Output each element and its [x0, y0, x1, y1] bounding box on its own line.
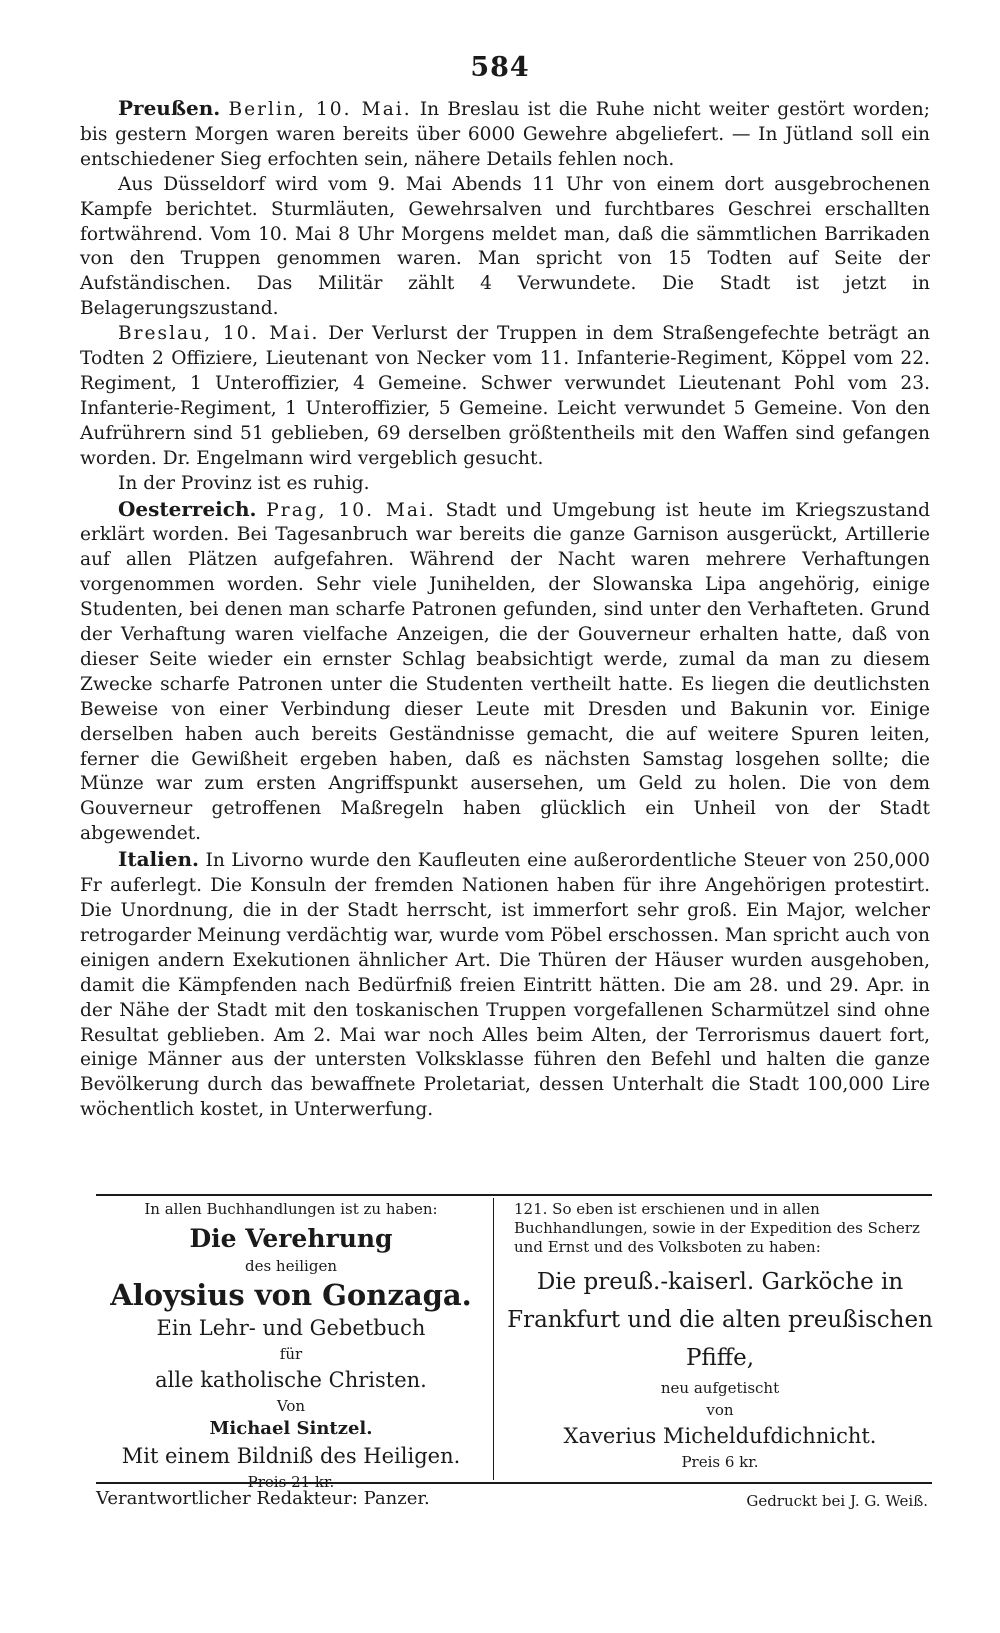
ad-right-intro: 121. So eben ist erschienen und in allen Buchhandlungen, sowie in der Expedition des Scherz und Ernst und des Volksboten zu haben: [514, 1200, 920, 1256]
section-heading-italien: Italien. [118, 847, 199, 872]
text-berlin: In Breslau ist die Ruhe nicht weiter gestört worden; bis gestern Morgen waren bereits über 6000 Gewehre abgeliefert. — In Jütland soll ein entschiedener Sieg erfochten sein, nähere Details fehlen noch. [80, 99, 930, 170]
dateline-breslau: Breslau, 10. Mai. [118, 323, 320, 345]
footer-editor: Verantwortlicher Redakteur: Panzer. [96, 1488, 430, 1509]
page-number: 584 [470, 52, 530, 83]
ads-column-divider [493, 1198, 494, 1480]
paragraph-oesterreich [80, 497, 930, 848]
paragraph-breslau [80, 322, 930, 471]
dateline-prag: Prag, 10. Mai. [266, 499, 436, 521]
ad-left-price: Preis 21 kr. [247, 1473, 335, 1491]
ad-left-author: Michael Sintzel. [209, 1418, 373, 1439]
article-body [80, 96, 930, 1123]
ad-left-note: Mit einem Bildniß des Heiligen. [121, 1444, 461, 1468]
ad-right-price: Preis 6 kr. [681, 1453, 759, 1471]
footer-rule [96, 1482, 932, 1484]
ad-right-title: Pfiffe, [685, 1345, 755, 1371]
ad-left-line: für [279, 1345, 303, 1363]
text-breslau: Der Verlurst der Truppen in dem Straßengefechte beträgt an Todten 2 Offiziere, Lieutenant von Necker vom 11. Infanterie-Regiment, Köppel vom 22. Regiment, 1 Unteroffizier, 4 Gemeine. Schwer verwundet Lieutenant Pohl vom 23. Infanterie-Regiment, 1 Unteroffizier, 5 Gemeine. Leicht verwundet 5 Gemeine. Von den Aufrührern sind 51 geblieben, 69 derselben größtentheils mit den Waffen sind gefangen worden. Dr. Engelmann wird vergeblich gesucht. [80, 323, 930, 469]
ad-right-author: Xaverius Micheldufdichnicht. [563, 1424, 877, 1448]
advertisement-right [500, 1200, 940, 1473]
paragraph-preussen-berlin [80, 96, 930, 173]
ad-left-main-title: Aloysius von Gonzaga. [110, 1278, 472, 1312]
ad-right-line: neu aufgetischt [660, 1379, 780, 1397]
footer-printer: Gedruckt bei J. G. Weiß. [746, 1492, 928, 1510]
text-oesterreich: Stadt und Umgebung ist heute im Kriegszustand erklärt worden. Bei Tagesanbruch war bereits die ganze Garnison ausgerückt, Artillerie auf allen Plätzen aufgefahren. Während der Nacht waren mehrere Verhaftungen vorgenommen worden. Sehr viele Junihelden, der Slowanska Lipa angehörig, einige Studenten, bei denen man scharfe Patronen gefunden, sind unter den Verhafteten. Grund der Verhaftung waren vielfache Anzeigen, die der Gouverneur erhalten hatte, daß von dieser Seite wieder ein ernster Schlag beabsichtigt werde, zumal da man zu diesem Zwecke scharfe Patronen unter die Studenten vertheilt hatte. Es liegen die deutlichsten Beweise von einer Verbindung dieser Leute mit Dresden und Bakunin vor. Einige derselben haben auch bereits Geständnisse gemacht, die auf weitere Spuren leiten, ferner die Gewißheit ergeben haben, daß es nächsten Samstag losgehen sollte; die Münze war zum ersten Angriffspunkt ausersehen, um Geld zu holen. Die von dem Gouverneur getroffenen Maßregeln haben glücklich ein Unheil von der Stadt abgewendet. [80, 499, 931, 845]
section-heading-preussen: Preußen. [118, 96, 221, 120]
dateline-berlin: Berlin, 10. Mai. [228, 99, 412, 120]
ad-left-audience: alle katholische Christen. [155, 1368, 427, 1392]
paragraph-italien [80, 847, 930, 1123]
ads-top-rule [96, 1194, 932, 1196]
paragraph-duesseldorf: Aus Düsseldorf wird vom 9. Mai Abends 11 Uhr von einem dort ausgebrochenen Kampfe berichtet. Sturmläuten, Gewehrsalven und furchtbares Geschrei erschallten fortwährend. Vom 10. Mai 8 Uhr Morgens meldet man, daß die sämmtlichen Barrikaden von den Truppen genommen waren. Man spricht von 15 Todten auf Seite der Aufständischen. Das Militär zählt 4 Verwundete. Die Stadt ist jetzt in Belagerungszustand. [80, 173, 930, 320]
section-heading-oesterreich: Oesterreich. [118, 496, 257, 521]
paragraph-provinz: In der Provinz ist es ruhig. [118, 472, 370, 494]
advertisement-left [96, 1200, 486, 1493]
ad-right-title: Frankfurt und die alten preußischen [507, 1307, 933, 1333]
ad-right-title: Die preuß.-kaiserl. Garköche in [536, 1269, 904, 1295]
ad-left-subtitle: Ein Lehr- und Gebetbuch [156, 1316, 426, 1340]
ad-left-line: Von [276, 1397, 306, 1415]
ad-left-title: Die Verehrung [189, 1224, 393, 1253]
ad-left-intro: In allen Buchhandlungen ist zu haben: [144, 1200, 438, 1218]
ad-right-line: von [706, 1401, 734, 1419]
ad-left-line: des heiligen [244, 1257, 337, 1275]
text-italien: In Livorno wurde den Kaufleuten eine außerordentliche Steuer von 250,000 Fr auferlegt. Die Konsuln der fremden Nationen haben für ihre Angehörigen protestirt. Die Unordnung, die in der Stadt herrscht, ist immerfort sehr groß. Ein Major, welcher retrogarder Meinung verdächtig war, wurde vom Pöbel erschossen. Man spricht auch von einigen andern Exekutionen ähnlicher Art. Die Thüren der Häuser wurden ausgehoben, damit die Kämpfenden nach Bedürfniß freien Eintritt hätten. Die am 28. und 29. Apr. in der Nähe der Stadt mit den toskanischen Truppen vorgefallenen Scharmützel sind ohne Resultat geblieben. Am 2. Mai war noch Alles beim Alten, der Terrorismus dauert fort, einige Männer aus der untersten Volksklasse führen den Befehl und halten die ganze Bevölkerung durch das bewaffnete Proletariat, dessen Unterhalt die Stadt 100,000 Lire wöchentlich kostet, in Unterwerfung. [80, 850, 930, 1121]
